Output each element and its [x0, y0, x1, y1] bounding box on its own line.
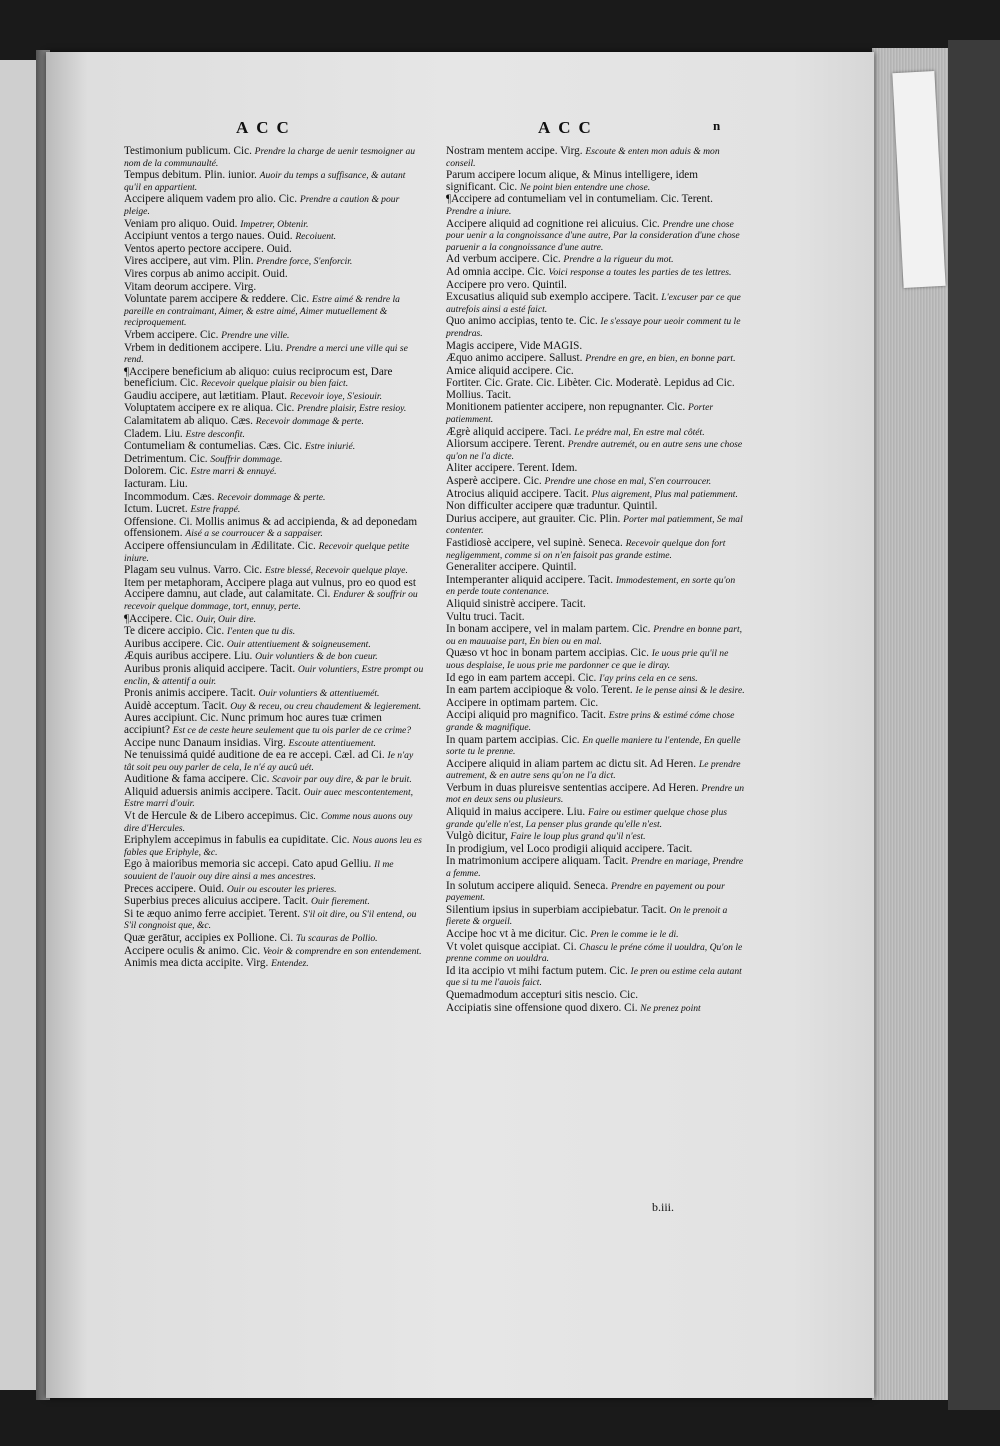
dictionary-entry: [124, 688, 424, 700]
french-gloss: Prendre a merci une ville qui se rend.: [124, 342, 408, 366]
dictionary-entry: [124, 416, 424, 428]
latin-phrase: Veniam pro aliquo. Ouid.: [124, 217, 238, 230]
latin-phrase: Intemperanter aliquid accipere. Tacit.: [446, 573, 614, 586]
dictionary-entry: [124, 565, 424, 577]
dictionary-entry: [124, 750, 424, 773]
french-gloss: Recevoir dommage & perte.: [217, 491, 326, 503]
latin-phrase: Aliorsum accipere. Terent.: [446, 438, 565, 451]
french-gloss: Estre prins & estimé cóme chose grande & magnifique.: [446, 710, 735, 733]
french-gloss: Endurer & souffrir ou recevoir quelque dommage, tort, ennuy, perte.: [124, 589, 418, 612]
dictionary-entry: [124, 219, 424, 231]
latin-phrase: Iacturam. Liu.: [124, 478, 188, 491]
latin-phrase: Dolorem. Cic.: [124, 465, 188, 478]
french-gloss: I'enten que tu dis.: [226, 626, 296, 638]
dictionary-entry: [124, 896, 424, 908]
latin-phrase: Pronis animis accipere. Tacit.: [124, 687, 256, 700]
dictionary-entry: [446, 341, 746, 353]
latin-phrase: In solutum accipere aliquid. Seneca.: [446, 879, 609, 892]
french-gloss: I'ay prins cela en ce sens.: [599, 672, 698, 684]
latin-phrase: Durius accipere, aut grauiter. Cic. Plin.: [446, 512, 621, 525]
dictionary-entry: [446, 698, 746, 710]
french-gloss: Entendez.: [271, 958, 309, 970]
dictionary-entry: [446, 194, 746, 217]
dictionary-entry: [124, 256, 424, 268]
dictionary-entry: [446, 476, 746, 488]
dictionary-entry: [446, 831, 746, 843]
dictionary-entry: [124, 664, 424, 687]
latin-phrase: Silentium ipsius in superbiam accipiebatur. Tacit.: [446, 903, 667, 916]
latin-phrase: Atrocius aliquid accipere. Tacit.: [446, 487, 589, 500]
dictionary-entry: [124, 343, 424, 366]
french-gloss: Recevoir quelque don fort negligemment, comme si on n'en faisoit pas grande estime.: [446, 538, 726, 561]
dictionary-entry: [124, 282, 424, 294]
french-gloss: Prendre a iniure.: [446, 205, 512, 217]
dictionary-entry: [446, 402, 746, 425]
dictionary-entry: [446, 353, 746, 365]
french-gloss: Ouir fierement.: [310, 896, 370, 908]
french-gloss: Ie le pense ainsi & le desire.: [635, 685, 745, 697]
french-gloss: Prendre une chose pour uenir a la congnoissance d'une autre, Par la consideration d'une chose paruenir a la congnoissance d'une autre.: [446, 218, 740, 253]
dictionary-entry: [124, 639, 424, 651]
dictionary-entry: [124, 774, 424, 786]
latin-phrase: Ad omnia accipe. Cic.: [446, 265, 546, 278]
dictionary-entry: [446, 489, 746, 501]
dictionary-entry: [124, 454, 424, 466]
dictionary-entry: [446, 735, 746, 758]
french-gloss: Plus aigrement, Plus mal patiemment.: [591, 488, 738, 500]
latin-phrase: Superbius preces alicuius accipere. Tacit.: [124, 895, 309, 908]
latin-phrase: Fastidiosè accipere, vel supinè. Seneca.: [446, 537, 623, 549]
latin-phrase: Auribus accipere. Cic.: [124, 637, 225, 650]
latin-phrase: Testimonium publicum. Cic.: [124, 145, 252, 157]
latin-phrase: Ventos aperto pectore accipere. Ouid.: [124, 242, 292, 255]
dictionary-entry: [446, 378, 746, 401]
latin-phrase: Aliter accipere. Terent. Idem.: [446, 462, 578, 475]
dictionary-entry: [446, 170, 746, 193]
dictionary-entry: [124, 909, 424, 932]
dictionary-entry: [124, 859, 424, 882]
french-gloss: S'il oit dire, ou S'il entend, ou S'il congnoist que, &c.: [124, 908, 417, 932]
dictionary-entry: [124, 479, 424, 491]
dictionary-entry: [124, 391, 424, 403]
latin-phrase: Te dicere accipio. Cic.: [124, 625, 225, 638]
latin-phrase: Ne tenuissimá quidé auditione de ea re accepi. Cæl. ad Ci.: [124, 749, 385, 762]
dictionary-entry: [124, 651, 424, 663]
latin-phrase: Quo animo accipias, tento te. Cic.: [446, 315, 598, 328]
dictionary-entry: [446, 929, 746, 941]
dictionary-entry: [124, 933, 424, 945]
latin-phrase: Vitam deorum accipere. Virg.: [124, 280, 257, 293]
french-gloss: Recevoir quelque petite iniure.: [124, 541, 410, 564]
dictionary-entry: [446, 807, 746, 830]
dictionary-entry: [446, 966, 746, 989]
latin-phrase: Tempus debitum. Plin. iunior.: [124, 169, 257, 182]
french-gloss: Chascu le préne cóme il uouldra, Qu'on le prenne comme on uouldra.: [446, 941, 743, 965]
french-gloss: Estre blessé, Recevoir quelque playe.: [264, 565, 408, 577]
dictionary-entry: [124, 231, 424, 243]
dictionary-entry: [124, 614, 424, 626]
dictionary-entry: [446, 267, 746, 279]
latin-phrase: Gaudiu accipere, aut lætitiam. Plaut.: [124, 389, 288, 402]
latin-phrase: Id ego in eam partem accepi. Cic.: [446, 671, 597, 684]
dictionary-entry: [446, 514, 746, 537]
french-gloss: Prendre en mariage, Prendre a femme.: [446, 856, 744, 880]
latin-phrase: Aliquid in maius accipere. Liu.: [446, 806, 586, 819]
latin-phrase: Non difficulter accipere quæ traduntur. Quintil.: [446, 500, 658, 513]
latin-phrase: Auidè acceptum. Tacit.: [124, 699, 228, 712]
dictionary-entry: [124, 441, 424, 453]
french-gloss: Recevoir quelque plaisir ou bien faict.: [201, 378, 349, 390]
french-gloss: Prendre en payement ou pour payement.: [446, 880, 725, 904]
latin-phrase: Eriphylem accepimus in fabulis ea cupiditate. Cic.: [124, 834, 350, 847]
french-gloss: Faire ou estimer quelque chose plus grande qu'elle n'est, La penser plus grande qu'elle n'est.: [446, 807, 727, 830]
latin-phrase: Incommodum. Cæs.: [124, 490, 215, 503]
latin-phrase: Accipere aliquem vadem pro alio. Cic.: [124, 193, 298, 206]
latin-phrase: Vulgò dicitur,: [446, 830, 508, 843]
dictionary-entry: [446, 648, 746, 671]
french-gloss: Prendre a la rigueur du mot.: [563, 254, 674, 266]
dictionary-entry: [124, 294, 424, 329]
dictionary-entry: [124, 429, 424, 441]
french-gloss: Ouir voluntiers & de bon cueur.: [255, 651, 378, 663]
latin-phrase: Item per metaphoram, Accipere plaga aut vulnus, pro eo quod est Accipere damnu, aut clade, aut calamitate. Ci.: [124, 576, 417, 601]
french-gloss: Prendre une ville.: [221, 329, 290, 341]
latin-phrase: Fortiter. Cic. Grate. Cic. Libèter. Cic. Moderatè. Lepidus ad Cic. Mollius. Tacit.: [446, 377, 735, 401]
dictionary-entry: [446, 624, 746, 647]
latin-phrase: Calamitatem ab aliquo. Cæs.: [124, 415, 253, 428]
latin-phrase: Accipere pro vero. Quintil.: [446, 278, 567, 291]
book-cover: [948, 40, 1000, 1410]
dictionary-entry: [446, 254, 746, 266]
french-gloss: Prendre force, S'enforcir.: [256, 256, 353, 268]
latin-phrase: Detrimentum. Cic.: [124, 452, 208, 465]
latin-phrase: Quæso vt hoc in bonam partem accipias. Cic.: [446, 647, 649, 660]
french-gloss: Ouir attentiuement & soigneusement.: [226, 638, 371, 650]
french-gloss: Ouy & receu, ou creu chaudement & legierement.: [230, 700, 422, 712]
french-gloss: Ouir auec mescontentement, Estre marri d'ouir.: [124, 786, 414, 810]
french-gloss: Estre aimé & rendre la pareille en contraimant, Aimer, & estre aimé, Aimer mutuellement & reciproquement.: [124, 294, 400, 329]
right-running-head: ACC: [538, 118, 599, 137]
french-gloss: Nous auons leu es fables que Eriphyle, &c.: [124, 835, 422, 858]
latin-phrase: Id ita accipio vt mihi factum putem. Cic.: [446, 964, 628, 977]
latin-phrase: Plagam seu vulnus. Varro. Cic.: [124, 564, 263, 577]
latin-phrase: Vires corpus ab animo accipit. Ouid.: [124, 267, 288, 280]
french-gloss: Estre desconfit.: [185, 428, 245, 440]
dictionary-entry: [446, 881, 746, 904]
latin-phrase: Accipere in optimam partem. Cic.: [446, 696, 599, 709]
latin-phrase: Ad verbum accipere. Cic.: [446, 253, 561, 266]
french-gloss: Ie uous prie qu'il ne uous desplaise, Ie uous prie me pardonner ce que ie diray.: [446, 648, 729, 671]
dictionary-entry: [446, 575, 746, 598]
latin-phrase: In prodigium, vel Loco prodigii aliquid accipere. Tacit.: [446, 842, 693, 855]
dictionary-entry: [124, 146, 424, 169]
latin-phrase: Si te æquo animo ferre accipiet. Terent.: [124, 907, 301, 920]
french-gloss: Escoute attentiuement.: [288, 737, 376, 749]
dictionary-entry: [446, 783, 746, 806]
french-gloss: Pren le comme ie le di.: [590, 929, 679, 940]
french-gloss: Faire le loup plus grand qu'il n'est.: [510, 831, 646, 843]
latin-phrase: Accipere oculis & animo. Cic.: [124, 944, 261, 957]
french-gloss: Prendre la charge de uenir tesmoigner au nom de la communaulté.: [124, 146, 416, 169]
french-gloss: Auoir du temps a suffisance, & autant qu'il en appartient.: [124, 170, 406, 193]
french-gloss: Immodestement, en sorte qu'on en perde toute contenance.: [446, 574, 736, 598]
latin-phrase: Cladem. Liu.: [124, 427, 183, 440]
french-gloss: Prendre autremét, ou en autre sens une chose qu'on ne l'a dicte.: [446, 439, 743, 462]
latin-phrase: Quæ gerātur, accipies ex Pollione. Ci.: [124, 932, 294, 944]
latin-phrase: Nostram mentem accipe. Virg.: [446, 145, 583, 157]
french-gloss: Scavoir par ouy dire, & par le bruit.: [272, 774, 412, 786]
latin-phrase: Auditione & fama accipere. Cic.: [124, 773, 270, 786]
latin-phrase: In bonam accipere, vel in malam partem. Cic.: [446, 623, 651, 636]
dictionary-entry: [124, 958, 424, 970]
latin-phrase: Asperè accipere. Cic.: [446, 475, 542, 488]
french-gloss: Ne point bien entendre une chose.: [519, 181, 651, 193]
dictionary-entry: [446, 427, 746, 439]
french-gloss: Ouir ou escouter les prieres.: [226, 883, 337, 895]
french-gloss: Prendre plaisir, Estre resioy.: [297, 403, 407, 415]
latin-phrase: Ego à maioribus memoria sic accepi. Cato apud Gelliu.: [124, 858, 372, 871]
latin-phrase: Vrbem in deditionem accipere. Liu.: [124, 341, 284, 354]
latin-phrase: Auribus pronis aliquid accipere. Tacit.: [124, 662, 296, 675]
french-gloss: Tu scauras de Pollio.: [296, 933, 378, 944]
latin-phrase: Æquo animo accipere. Sallust.: [446, 352, 583, 365]
latin-phrase: Accipere aliquid in aliam partem ac dictu sit. Ad Heren.: [446, 757, 697, 770]
dictionary-entry: [446, 710, 746, 733]
dictionary-entry: [124, 578, 424, 613]
latin-phrase: In quam partem accipias. Cic.: [446, 733, 580, 746]
dictionary-entry: [446, 844, 746, 856]
dictionary-entry: [446, 990, 746, 1002]
latin-phrase: Excusatius aliquid sub exemplo accipere. Tacit.: [446, 291, 659, 304]
french-gloss: Ie n'ay tât soit peu ouy parler de cela, Ie n'é ay aucû uét.: [124, 750, 414, 773]
french-gloss: Souffrir dommage.: [210, 453, 283, 465]
dictionary-entry: [446, 599, 746, 611]
dictionary-entry: [124, 787, 424, 810]
dictionary-entry: [124, 835, 424, 858]
dictionary-entry: [124, 492, 424, 504]
latin-phrase: Preces accipere. Ouid.: [124, 882, 225, 895]
latin-phrase: Contumeliam & contumelias. Cæs. Cic.: [124, 440, 303, 453]
latin-phrase: Accipiatis sine offensione quod dixero. Ci.: [446, 1001, 638, 1014]
dictionary-entry: [124, 194, 424, 217]
latin-phrase: ¶Accipere. Cic.: [124, 612, 194, 625]
latin-phrase: Aliquid sinistrè accipere. Tacit.: [446, 597, 586, 610]
dictionary-entry: [446, 219, 746, 254]
latin-phrase: Accipe nunc Danaum insidias. Virg.: [124, 736, 286, 749]
latin-phrase: Amice aliquid accipere. Cic.: [446, 364, 574, 377]
french-gloss: Estre iniurié.: [304, 441, 356, 453]
latin-phrase: Vultu truci. Tacit.: [446, 610, 525, 623]
french-gloss: Porter mal patiemment, Se mal contenter.: [446, 513, 743, 537]
latin-phrase: Accipere aliquid ad cognitione rei alicuius. Cic.: [446, 217, 660, 230]
french-gloss: Recoiuent.: [295, 231, 337, 243]
french-gloss: Impetrer, Obtenir.: [240, 218, 309, 230]
latin-phrase: In eam partem accipioque & volo. Terent.: [446, 684, 633, 697]
french-gloss: Estre frappé.: [190, 504, 241, 516]
latin-phrase: Magis accipere, Vide MAGIS.: [446, 339, 583, 352]
french-gloss: En quelle maniere tu l'entende, En quelle sorte tu le prenne.: [446, 734, 741, 758]
french-gloss: Veoir & comprendre en son entendement.: [262, 945, 422, 957]
latin-phrase: Ægrè aliquid accipere. Taci.: [446, 425, 572, 438]
dictionary-entry: [446, 905, 746, 928]
left-column: [124, 146, 424, 971]
dictionary-entry: [446, 673, 746, 685]
latin-phrase: Voluntate parem accipere & reddere. Cic.: [124, 293, 310, 306]
latin-phrase: Vt volet quisque accipiat. Ci.: [446, 940, 577, 953]
dictionary-entry: [446, 439, 746, 462]
dictionary-entry: [446, 538, 746, 561]
latin-phrase: Offensione. Ci. Mollis animus & ad accipienda, & ad deponedam offensionem.: [124, 515, 418, 540]
french-gloss: Ouir, Ouir dire.: [196, 613, 257, 625]
latin-phrase: Accipe hoc vt à me dicitur. Cic.: [446, 928, 588, 940]
dictionary-entry: [446, 685, 746, 697]
dictionary-entry: [446, 366, 746, 378]
latin-phrase: Voluptatem accipere ex re aliqua. Cic.: [124, 402, 295, 415]
dictionary-entry: [446, 146, 746, 169]
dictionary-entry: [124, 403, 424, 415]
french-gloss: Est ce de ceste heure seulement que tu ois parler de ce crime?: [172, 724, 412, 736]
latin-phrase: ¶Accipere beneficium ab aliquo: cuius reciprocum est, Dare beneficium. Cic.: [124, 365, 393, 390]
latin-phrase: Aliquid aduersis animis accipere. Tacit.: [124, 785, 301, 798]
french-gloss: Aisé a se courroucer & a sappaiser.: [185, 528, 323, 540]
dictionary-entry: [124, 466, 424, 478]
french-gloss: Le prendre autrement, & en autre sens qu'on ne l'a dict.: [446, 758, 741, 782]
dictionary-entry: [446, 856, 746, 879]
dictionary-entry: [446, 316, 746, 339]
french-gloss: Recevoir dommage & perte.: [255, 416, 364, 428]
folio-number: n: [713, 118, 721, 133]
latin-phrase: Æquis auribus accipere. Liu.: [124, 650, 253, 663]
dictionary-entry: [446, 280, 746, 292]
latin-phrase: Accipiunt ventos a tergo naues. Ouid.: [124, 230, 293, 243]
french-gloss: Prendre un mot en deux sens ou plusieurs.: [446, 782, 745, 806]
french-gloss: Ie pren ou estime cela autant que si tu me l'auois faict.: [446, 965, 742, 989]
french-gloss: Prendre en bonne part, ou en mauuaise part, En bien ou en mal.: [446, 624, 743, 647]
french-gloss: Prendre une chose en mal, S'en courroucer.: [544, 476, 712, 488]
latin-phrase: Generaliter accipere. Quintil.: [446, 561, 577, 574]
dictionary-entry: [446, 1003, 746, 1015]
latin-phrase: Vires accipere, aut vim. Plin.: [124, 255, 254, 268]
dictionary-entry: [124, 367, 424, 390]
french-gloss: Estre marri & ennuyé.: [190, 466, 277, 478]
french-gloss: Escoute & enten mon aduis & mon conseil.: [446, 146, 720, 169]
french-gloss: Voici response a toutes les parties de tes lettres.: [548, 266, 732, 278]
french-gloss: L'excuser par ce que autrefois ainsi a esté faict.: [446, 292, 741, 315]
french-gloss: Porter patiemment.: [446, 402, 714, 426]
latin-phrase: In matrimonium accipere aliquam. Tacit.: [446, 855, 629, 868]
french-gloss: Comme nous auons ouy dire d'Hercules.: [124, 811, 413, 834]
french-gloss: Ouir voluntiers, Estre prompt ou enclin, & attentif a ouir.: [124, 663, 424, 687]
latin-phrase: Parum accipere locum alique, & Minus intelligere, idem significant. Cic.: [446, 169, 698, 193]
dictionary-entry: [124, 170, 424, 193]
latin-phrase: Animis mea dicta accipite. Virg.: [124, 957, 269, 970]
dictionary-entry: [124, 884, 424, 896]
dictionary-entry: [124, 541, 424, 564]
dictionary-entry: [446, 942, 746, 965]
french-gloss: Recevoir ioye, S'esiouir.: [289, 390, 383, 402]
dictionary-entry: [446, 501, 746, 513]
dictionary-entry: [124, 626, 424, 638]
latin-phrase: Aures accipiunt. Cic. Nunc primum hoc aures tuæ crimen accipiunt?: [124, 712, 382, 736]
dictionary-entry: [446, 292, 746, 315]
dictionary-entry: [446, 562, 746, 574]
dictionary-entry: [446, 759, 746, 782]
dictionary-entry: [124, 701, 424, 713]
signature-mark: b.iii.: [652, 1200, 675, 1214]
dictionary-entry: [124, 330, 424, 342]
french-gloss: Ie s'essaye pour ueoir comment tu le prendras.: [446, 316, 741, 339]
facing-page-edge: [0, 60, 40, 1390]
latin-phrase: Monitionem patienter accipere, non repugnanter. Cic.: [446, 401, 686, 414]
french-gloss: Ne prenez point: [640, 1002, 701, 1014]
dictionary-entry: [124, 269, 424, 281]
french-gloss: Le prédre mal, En estre mal côtét.: [574, 426, 705, 438]
latin-phrase: Ictum. Lucret.: [124, 503, 188, 516]
right-column: [446, 146, 746, 1015]
dictionary-entry: [446, 463, 746, 475]
dictionary-entry: [124, 811, 424, 834]
latin-phrase: Vt de Hercule & de Libero accepimus. Cic.: [124, 810, 319, 823]
latin-phrase: Verbum in duas plureisve sententias accipere. Ad Heren.: [446, 781, 699, 794]
french-gloss: Il me souuient de l'auoir ouy dire ainsi a mes ancestres.: [124, 859, 394, 883]
latin-phrase: Accipere offensiunculam in Ædilitate. Cic.: [124, 540, 316, 552]
dictionary-entry: [124, 946, 424, 958]
dictionary-entry: [446, 612, 746, 624]
left-running-head: ACC: [236, 118, 297, 137]
latin-phrase: Vrbem accipere. Cic.: [124, 328, 219, 341]
dictionary-entry: [124, 738, 424, 750]
french-gloss: Prendre a caution & pour pleige.: [124, 194, 400, 217]
french-gloss: On le prenoit a fierete & orgueil.: [446, 904, 728, 928]
dictionary-entry: [124, 244, 424, 256]
latin-phrase: ¶Accipere ad contumeliam vel in contumeliam. Cic. Terent.: [446, 193, 713, 206]
dictionary-entry: [124, 713, 424, 736]
french-gloss: Prendre en gre, en bien, en bonne part.: [585, 353, 736, 365]
latin-phrase: Quemadmodum accepturi sitis nescio. Cic.: [446, 988, 639, 1001]
french-gloss: Ouir voluntiers & attentiuemét.: [258, 688, 380, 700]
dictionary-entry: [124, 517, 424, 540]
latin-phrase: Accipi aliquid pro magnifico. Tacit.: [446, 709, 606, 722]
dictionary-entry: [124, 504, 424, 516]
